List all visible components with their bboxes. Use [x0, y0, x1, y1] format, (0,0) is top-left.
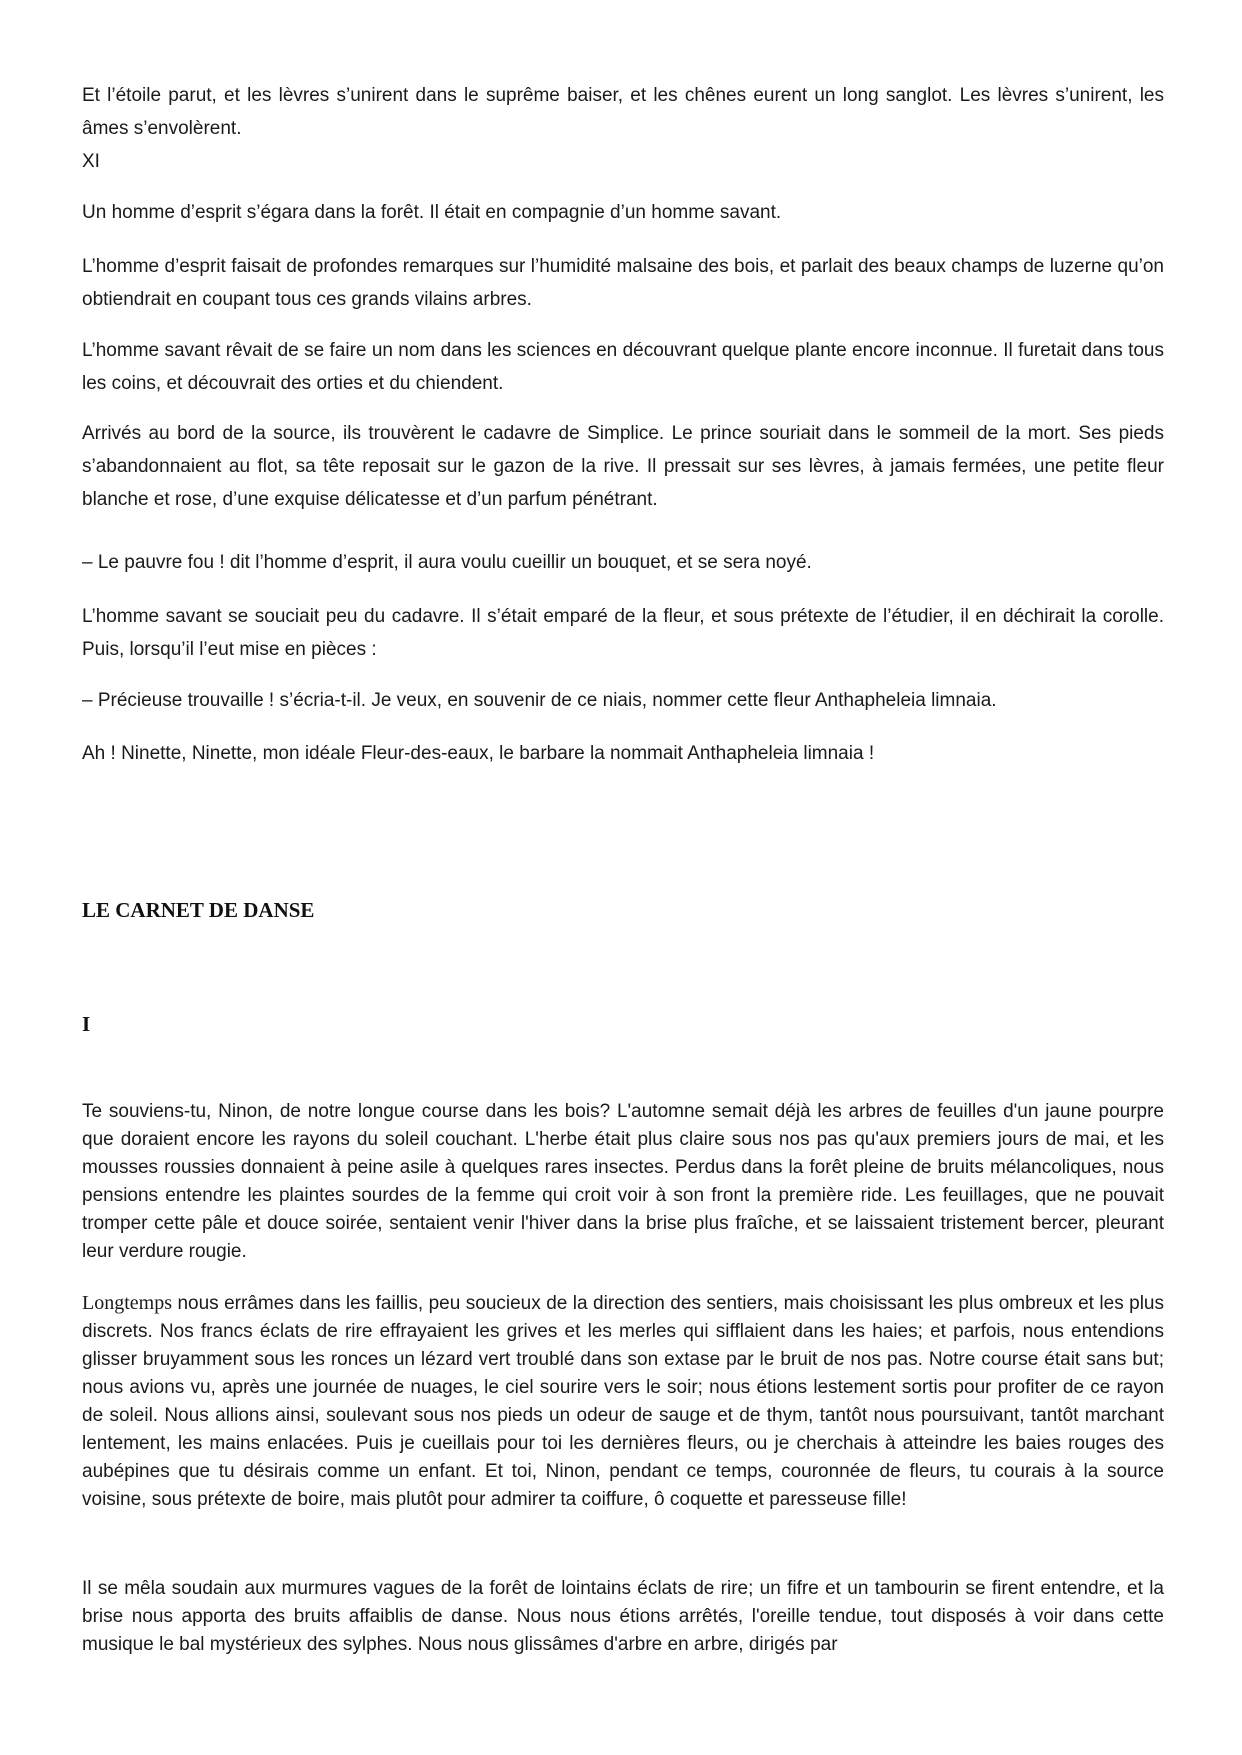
first-word: Longtemps [82, 1292, 172, 1314]
chapter-numeral: XI [82, 151, 100, 172]
paragraph: Et l’étoile parut, et les lèvres s’unirent dans le suprême baiser, et les chênes eurent un long sanglot. Les lèvres s’unirent, les âmes s’envolèrent. [82, 85, 1164, 139]
chapter-numeral: I [82, 1012, 91, 1036]
paragraph: L’homme savant rêvait de se faire un nom dans les sciences en découvrant quelque plante encore inconnue. Il furetait dans tous les coins, et découvrait des orties et du chiendent. [82, 340, 1164, 394]
paragraph: Ah ! Ninette, Ninette, mon idéale Fleur-des-eaux, le barbare la nommait Anthapheleia limnaia ! [82, 743, 875, 764]
section-title: LE CARNET DE DANSE [82, 898, 315, 922]
paragraph: – Précieuse trouvaille ! s’écria-t-il. Je veux, en souvenir de ce niais, nommer cette fleur Anthapheleia limnaia. [82, 690, 997, 711]
paragraph: Te souviens-tu, Ninon, de notre longue course dans les bois? L'automne semait déjà les arbres de feuilles d'un jaune pourpre que doraient encore les rayons du soleil couchant. L'herbe était plus claire sous nos pas qu'aux premiers jours de mai, et les mousses roussies donnaient à peine asile à quelques rares insectes. Perdus dans la forêt pleine de bruits mélancoliques, nous pensions entendre les plaintes sourdes de la femme qui croit voir à son front la première ride. Les feuillages, que ne pouvait tromper cette pâle et douce soirée, sentaient venir l'hiver dans la brise plus fraîche, et se laissaient tristement bercer, pleurant leur verdure rougie. [82, 1101, 1164, 1262]
paragraph [82, 1289, 1164, 1514]
paragraph: – Le pauvre fou ! dit l’homme d’esprit, il aura voulu cueillir un bouquet, et se sera noyé. [82, 552, 812, 573]
paragraph: Un homme d’esprit s’égara dans la forêt. Il était en compagnie d’un homme savant. [82, 202, 782, 223]
paragraph: L’homme d’esprit faisait de profondes remarques sur l’humidité malsaine des bois, et parlait des beaux champs de luzerne qu’on obtiendrait en coupant tous ces grands vilains arbres. [82, 256, 1164, 310]
paragraph: L’homme savant se souciait peu du cadavre. Il s’était emparé de la fleur, et sous prétexte de l’étudier, il en déchirait la corolle. Puis, lorsqu’il l’eut mise en pièces : [82, 606, 1164, 660]
paragraph-text: nous errâmes dans les faillis, peu soucieux de la direction des sentiers, mais choisissant les plus ombreux et les plus discrets. Nos francs éclats de rire effrayaient les grives et les merles qui sifflaient dans les haies; et parfois, nous entendions glisser bruyamment sous les ronces un lézard vert troublé dans son extase par le bruit de nos pas. Notre course était sans but; nous avions vu, après une journée de nuages, le ciel sourire vers le soir; nous étions lestement sortis pour profiter de ce rayon de soleil. Nous allions ainsi, soulevant sous nos pieds un odeur de sauge et de thym, tantôt nous poursuivant, tantôt marchant lentement, les mains enlacées. Puis je cueillais pour toi les dernières fleurs, ou je cherchais à atteindre les baies rouges des aubépines que tu désirais comme un enfant. Et toi, Ninon, pendant ce temps, couronnée de fleurs, tu courais à la source voisine, sous prétexte de boire, mais plutôt pour admirer ta coiffure, ô coquette et paresseuse fille! [82, 1293, 1164, 1510]
paragraph: Il se mêla soudain aux murmures vagues de la forêt de lointains éclats de rire; un fifre et un tambourin se firent entendre, et la brise nous apporta des bruits affaiblis de danse. Nous nous étions arrêtés, l'oreille tendue, tout disposés à voir dans cette musique le bal mystérieux des sylphes. Nous nous glissâmes d'arbre en arbre, dirigés par [82, 1578, 1164, 1655]
paragraph: Arrivés au bord de la source, ils trouvèrent le cadavre de Simplice. Le prince souriait dans le sommeil de la mort. Ses pieds s’abandonnaient au flot, sa tête reposait sur le gazon de la rive. Il pressait sur ses lèvres, à jamais fermées, une petite fleur blanche et rose, d’une exquise délicatesse et d’un parfum pénétrant. [82, 423, 1164, 510]
